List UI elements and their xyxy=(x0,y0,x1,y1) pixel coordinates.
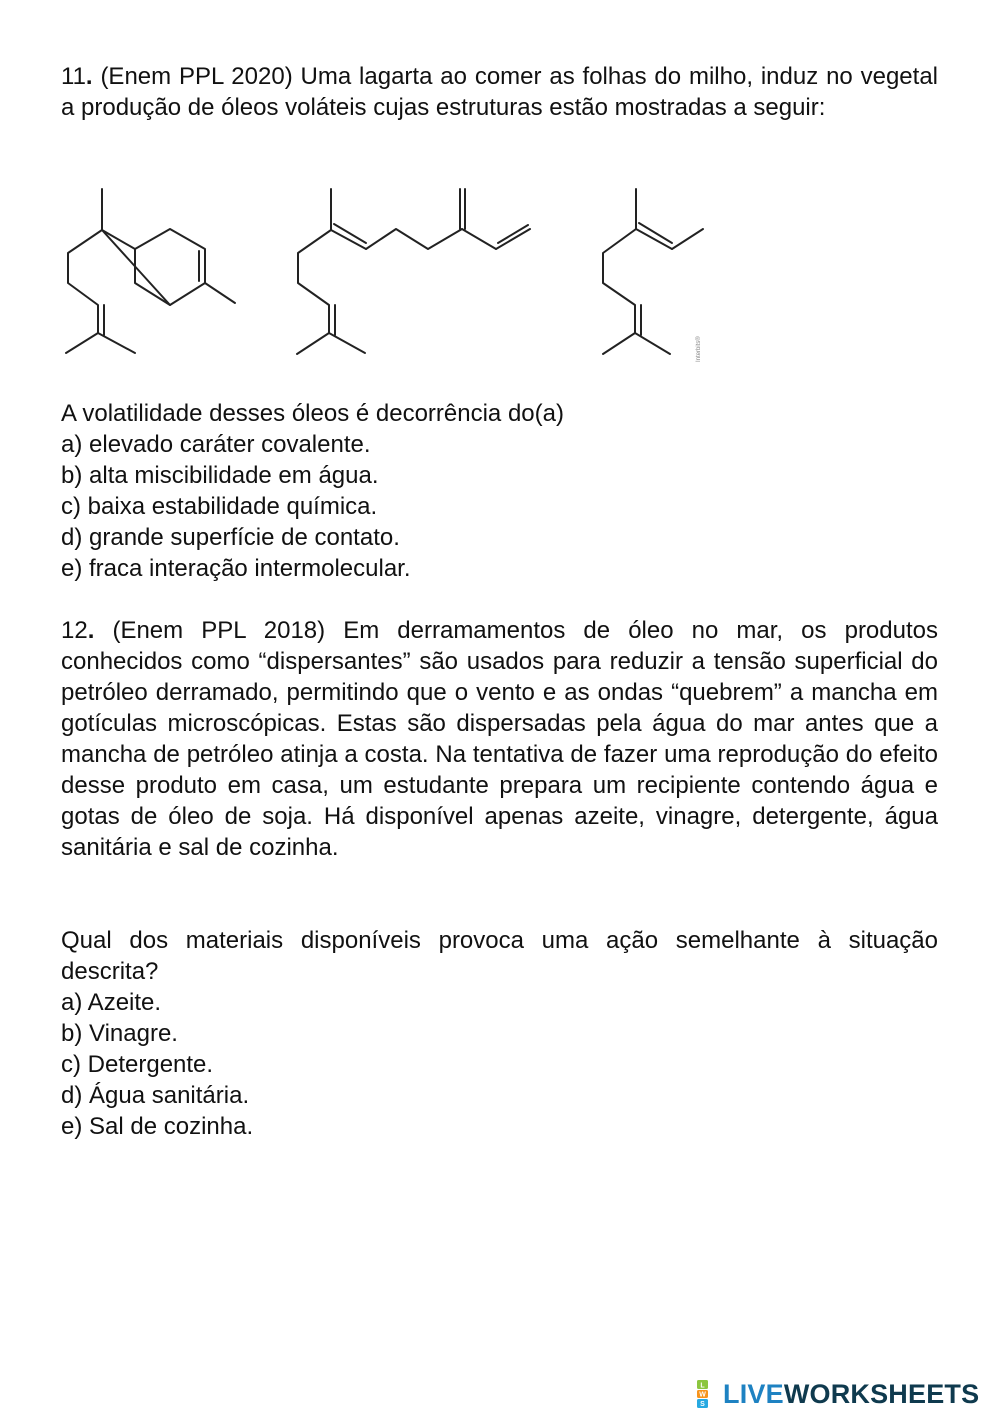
liveworksheets-logo-icon xyxy=(697,1380,721,1408)
brand-live: LIVE xyxy=(723,1378,784,1409)
question-12-number-dot: . xyxy=(87,617,95,644)
question-11-body xyxy=(61,398,938,584)
question-12-option-e[interactable]: e) Sal de cozinha. xyxy=(61,1113,254,1140)
question-12-prompt: Qual dos materiais disponíveis provoca uma ação semelhante à situação descrita? xyxy=(61,927,938,985)
logo-letter-s: S xyxy=(700,1401,705,1408)
liveworksheets-brand xyxy=(697,1377,979,1411)
question-12-option-a[interactable]: a) Azeite. xyxy=(61,989,162,1016)
question-11-intro xyxy=(61,61,938,123)
question-11-number-dot: . xyxy=(85,63,93,90)
question-12-option-c[interactable]: c) Detergente. xyxy=(61,1051,214,1078)
liveworksheets-wordmark xyxy=(723,1379,979,1410)
question-11-text: (Enem PPL 2020) Uma lagarta ao comer as folhas do milho, induz no vegetal a produção de óleos voláteis cujas estruturas estão mostradas a seguir: xyxy=(61,63,938,121)
question-12-intro xyxy=(61,615,938,863)
question-12-option-b[interactable]: b) Vinagre. xyxy=(61,1020,178,1047)
question-12-option-d[interactable]: d) Água sanitária. xyxy=(61,1082,250,1109)
question-11-prompt: A volatilidade desses óleos é decorrência do(a) xyxy=(61,400,564,427)
molecule-3-ocimene xyxy=(603,189,703,354)
logo-letter-w: W xyxy=(699,1391,706,1399)
question-11-number: 11 xyxy=(61,63,86,90)
figure-credit-watermark xyxy=(694,332,708,366)
question-12-number: 12 xyxy=(61,617,88,644)
molecular-structures-figure xyxy=(60,183,710,368)
question-11-option-d[interactable]: d) grande superfície de contato. xyxy=(61,524,400,551)
logo-letter-l: L xyxy=(700,1382,705,1390)
brand-worksheets: WORKSHEETS xyxy=(783,1378,980,1409)
question-11-option-a[interactable]: a) elevado caráter covalente. xyxy=(61,431,371,458)
question-12-body xyxy=(61,925,938,1142)
question-11-option-c[interactable]: c) baixa estabilidade química. xyxy=(61,493,378,520)
molecule-2-farnesene xyxy=(297,189,530,354)
question-11-option-b[interactable]: b) alta miscibilidade em água. xyxy=(61,462,379,489)
figure-credit: Interbits® xyxy=(696,336,702,362)
question-12-text: (Enem PPL 2018) Em derramamentos de óleo no mar, os produtos conhecidos como “dispersantes” são usados para reduzir a tensão superficial do petróleo derramado, permitindo que o vento e as ondas “quebrem” a mancha em gotículas microscópicas. Estas são dispersadas pela água do mar antes que a mancha de petróleo atinja a costa. Na tentativa de fazer uma reprodução do efeito desse produto em casa, um estudante prepara um recipiente contendo água e gotas de óleo de soja. Há disponível apenas azeite, vinagre, detergente, água sanitária e sal de cozinha. xyxy=(61,617,938,861)
molecule-1-bicyclic xyxy=(66,189,235,353)
question-11-option-e[interactable]: e) fraca interação intermolecular. xyxy=(61,555,411,582)
